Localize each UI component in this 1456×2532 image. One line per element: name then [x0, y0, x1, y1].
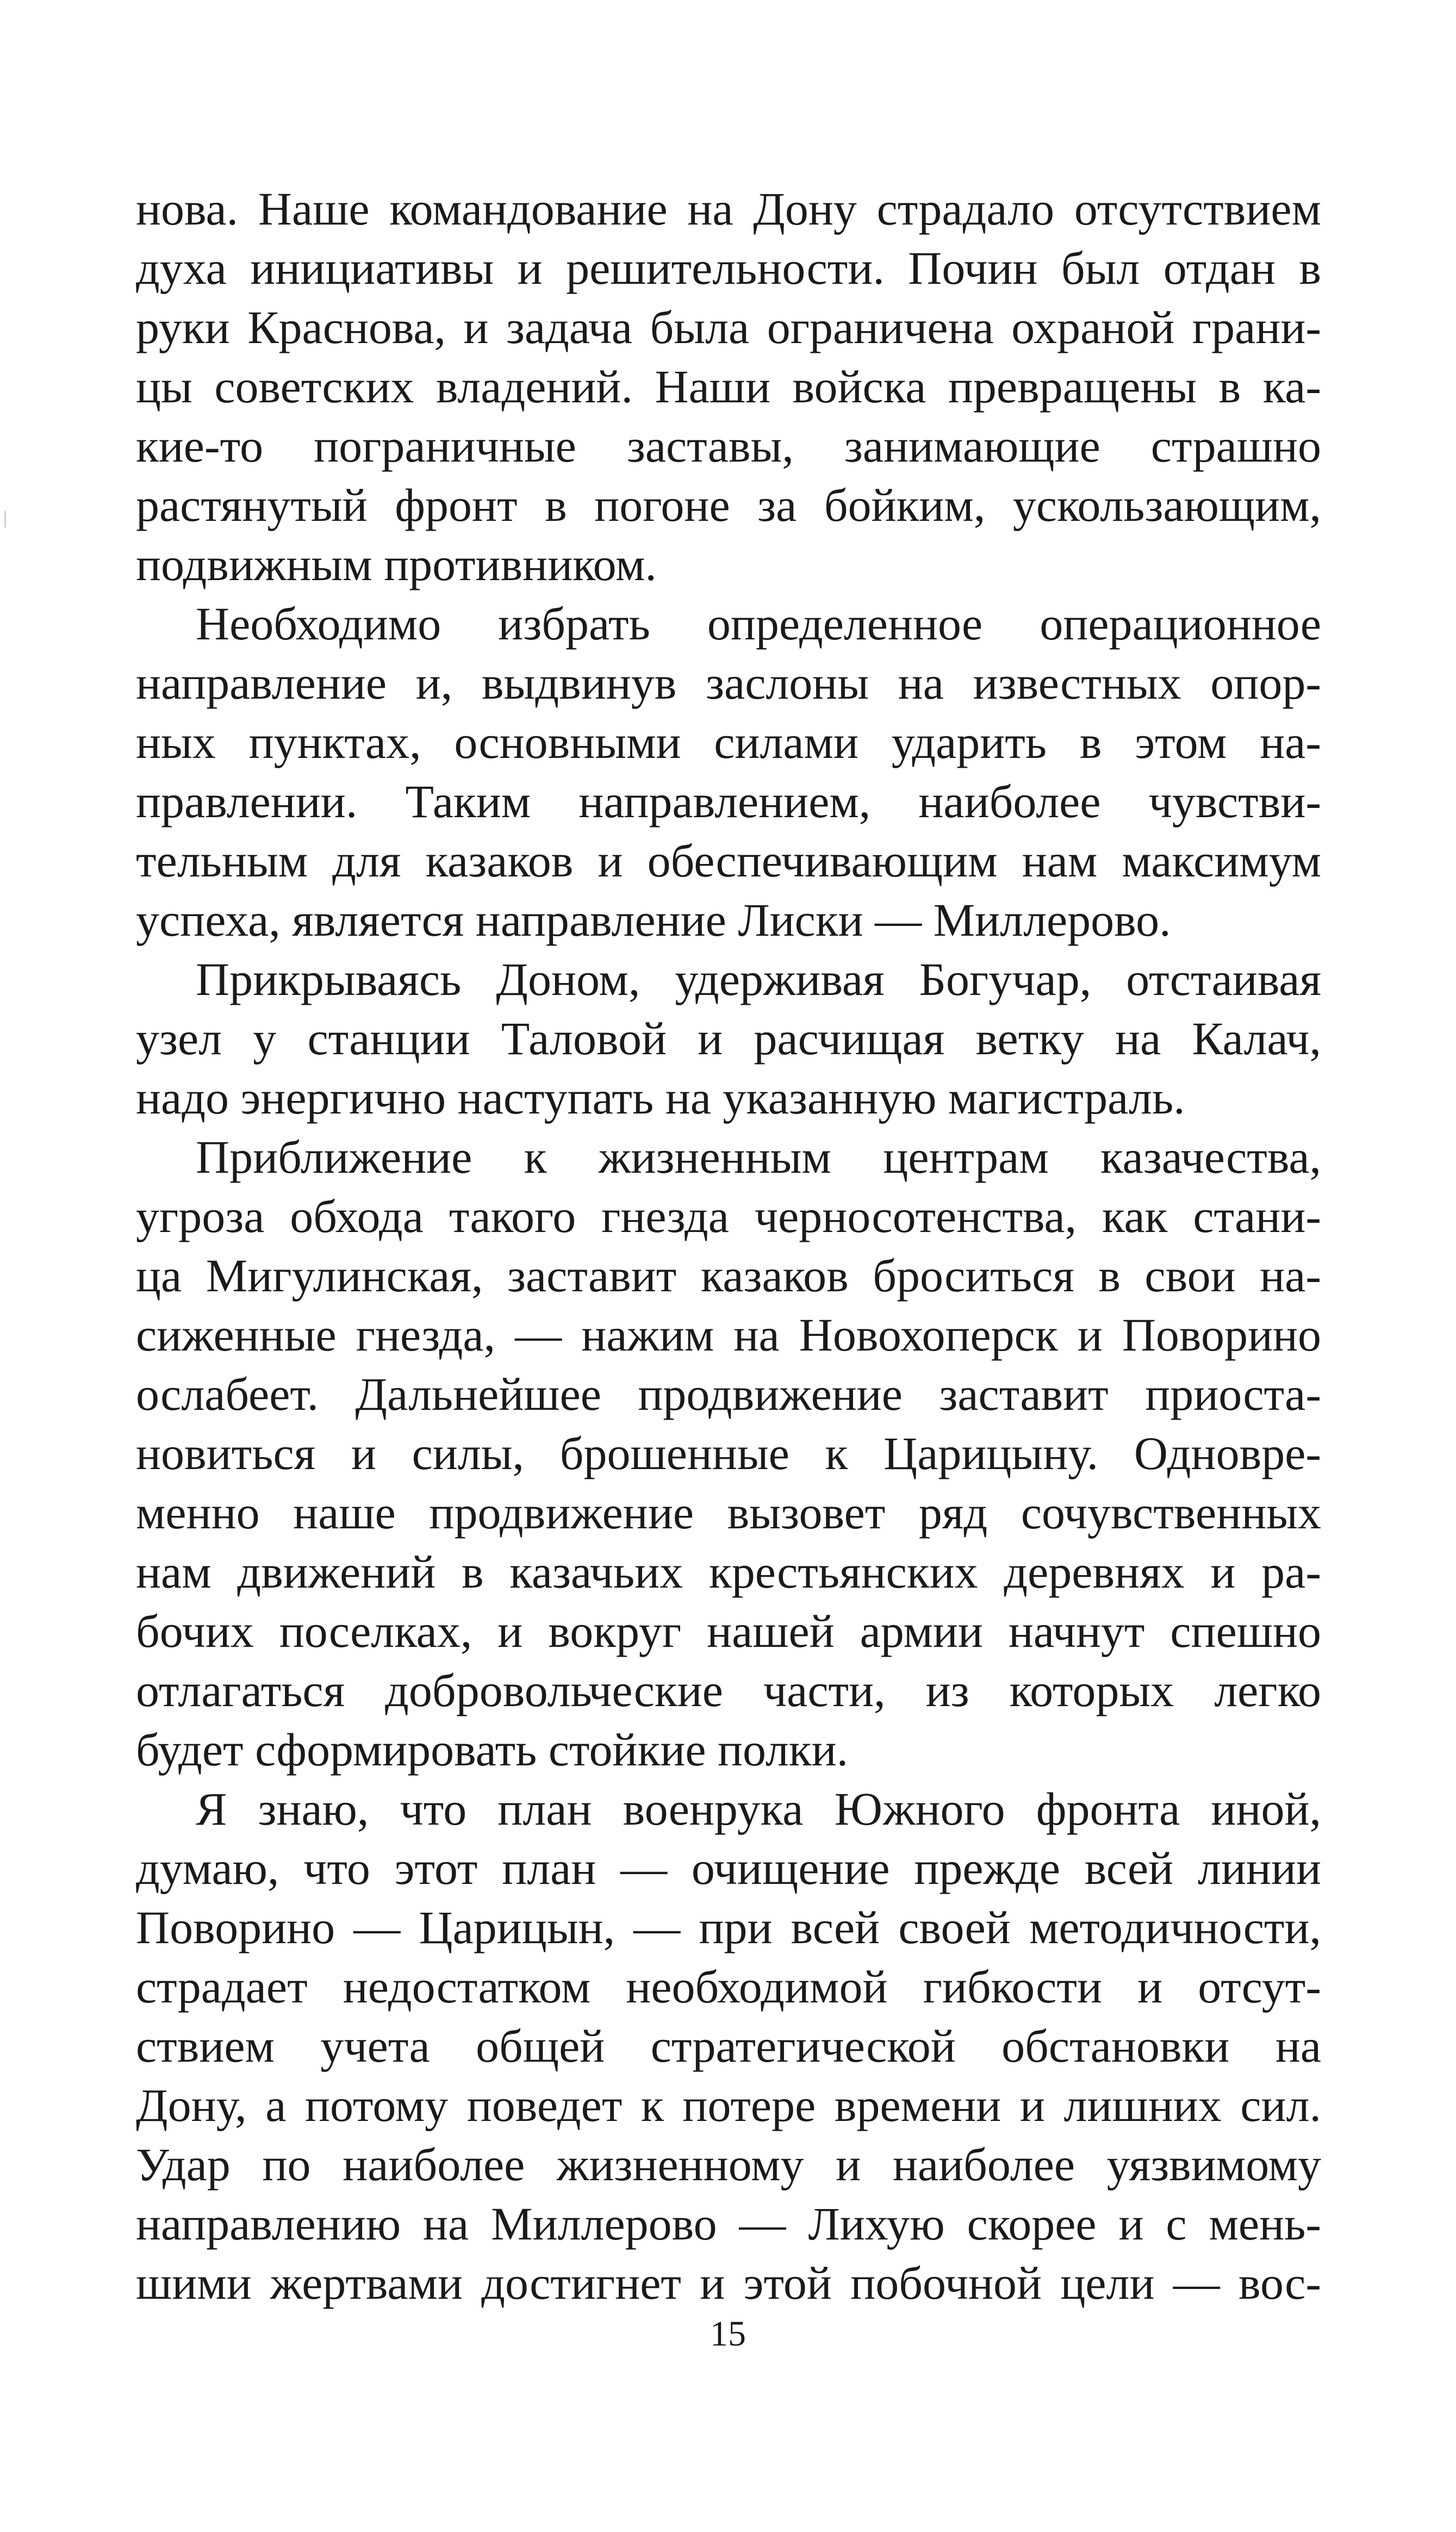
text-line: Я знаю, что план военрука Южного фронта иной,: [196, 1783, 1321, 1835]
text-line: узел у станции Таловой и расчищая ветку на Калач,: [136, 1012, 1321, 1065]
text-line: Удар по наиболее жизненному и наиболее уязвимому: [136, 2138, 1321, 2191]
text-line: Приближение к жизненным центрам казачества,: [196, 1131, 1321, 1183]
text-line: Необходимо избрать определенное операционное: [196, 598, 1321, 650]
text-line: цы советских владений. Наши войска превращены в ка-: [136, 360, 1321, 413]
text-line: будет сформировать стойкие полки.: [136, 1724, 849, 1776]
text-line: сиженные гнезда, — нажим на Новохоперск и Поворино: [136, 1309, 1321, 1361]
text-line: ослабеет. Дальнейшее продвижение заставит приоста-: [136, 1368, 1321, 1420]
text-line: новиться и силы, брошенные к Царицыну. Одновре-: [136, 1427, 1321, 1479]
text-line: духа инициативы и решительности. Почин был отдан в: [136, 242, 1321, 294]
text-line: руки Краснова, и задача была ограничена охраной грани-: [136, 301, 1321, 353]
text-line: надо энергично наступать на указанную магистраль.: [136, 1072, 1185, 1124]
text-line: тельным для казаков и обеспечивающим нам максимум: [136, 835, 1321, 887]
text-line: направлению на Миллерово — Лихую скорее и с мень-: [136, 2198, 1321, 2250]
text-line: направление и, выдвинув заслоны на известных опор-: [136, 657, 1321, 709]
paragraph: [136, 950, 1321, 1128]
text-line: бочих поселках, и вокруг нашей армии начнут спешно: [136, 1605, 1321, 1657]
paragraph: [136, 1780, 1321, 2313]
text-line: угроза обхода такого гнезда черносотенства, как стани-: [136, 1190, 1321, 1242]
text-line: подвижным противником.: [136, 538, 657, 590]
scan-edge-mark: [4, 511, 6, 527]
page-number: 15: [710, 2314, 746, 2354]
text-line: успеха, является направление Лиски — Миллерово.: [136, 894, 1171, 946]
text-line: отлагаться добровольческие части, из которых легко: [136, 1664, 1321, 1716]
text-line: Прикрываясь Доном, удерживая Богучар, отстаивая: [196, 953, 1321, 1005]
text-line: Поворино — Царицын, — при всей своей методичности,: [136, 1901, 1321, 1954]
text-line: растянутый фронт в погоне за бойким, ускользающим,: [136, 479, 1321, 531]
text-line: шими жертвами достигнет и этой побочной цели — вос-: [136, 2257, 1321, 2309]
text-line: ных пунктах, основными силами ударить в этом на-: [136, 716, 1321, 768]
body-text: [136, 179, 1321, 2313]
text-line: думаю, что этот план — очищение прежде всей линии: [136, 1842, 1321, 1894]
text-line: Дону, а потому поведет к потере времени и лишних сил.: [136, 2079, 1321, 2131]
text-line: менно наше продвижение вызовет ряд сочувственных: [136, 1486, 1321, 1539]
text-line: нова. Наше командование на Дону страдало отсутствием: [136, 183, 1321, 235]
text-line: кие-то пограничные заставы, занимающие страшно: [136, 420, 1321, 472]
paragraph: [136, 179, 1321, 594]
paragraph: [136, 1128, 1321, 1780]
text-line: страдает недостатком необходимой гибкости и отсут-: [136, 1961, 1321, 2013]
paragraph: [136, 594, 1321, 950]
text-line: ца Мигулинская, заставит казаков броситься в свои на-: [136, 1249, 1321, 1302]
text-line: нам движений в казачьих крестьянских деревнях и ра-: [136, 1546, 1321, 1598]
text-line: правлении. Таким направлением, наиболее чувстви-: [136, 775, 1321, 828]
text-line: ствием учета общей стратегической обстановки на: [136, 2020, 1321, 2072]
